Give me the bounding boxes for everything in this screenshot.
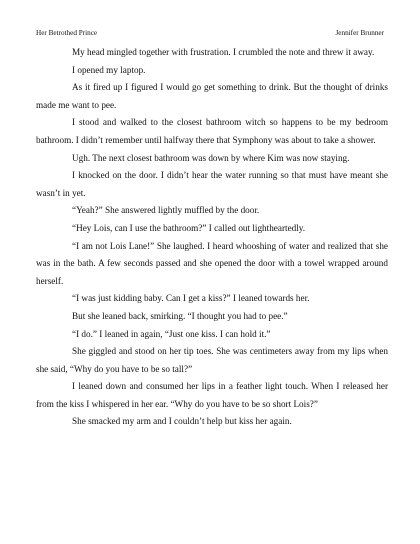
paragraph: But she leaned back, smirking. “I thought you had to pee.” — [72, 310, 288, 321]
paragraph: Ugh. The next closest bathroom was down by where Kim was now staying. — [72, 152, 350, 163]
paragraph: I stood and walked to the closest bathroom witch so happens to be my bedroom bathroom. I didn’t remember until halfway there that Symphony was about to take a shower. — [36, 117, 388, 145]
paragraph: She giggled and stood on her tip toes. She was centimeters away from my lips when she said, “Why do you have to be so tall?” — [36, 346, 388, 374]
paragraph: As it fired up I figured I would go get something to drink. But the thought of drinks made me want to pee. — [36, 82, 388, 110]
running-header — [36, 27, 384, 39]
paragraph: My head mingled together with frustration. I crumbled the note and threw it away. — [72, 47, 375, 57]
body-text — [36, 44, 388, 431]
book-title: Her Betrothed Prince — [36, 29, 98, 37]
paragraph: I opened my laptop. — [72, 64, 146, 75]
paragraph: “I am not Lois Lane!” She laughed. I heard whooshing of water and realized that she was in the bath. A few seconds passed and she opened the door with a towel wrapped around herself. — [36, 240, 388, 286]
paragraph: “I was just kidding baby. Can I get a kiss?” I leaned towards her. — [72, 293, 310, 304]
paragraph: She smacked my arm and I couldn’t help but kiss her again. — [72, 416, 292, 427]
paragraph: “Yeah?” She answered lightly muffled by the door. — [72, 205, 260, 216]
paragraph: I leaned down and consumed her lips in a feather light touch. When I released her from the kiss I whispered in her ear. “Why do you have to be so short Lois?” — [36, 381, 388, 409]
author-name: Jennifer Brunner — [335, 29, 384, 37]
paragraph: “Hey Lois, can I use the bathroom?” I called out lightheartedly. — [72, 222, 306, 233]
paragraph: I knocked on the door. I didn’t hear the water running so that must have meant she wasn’t in yet. — [36, 170, 388, 198]
paragraph: “I do.” I leaned in again, “Just one kiss. I can hold it.” — [72, 328, 271, 339]
